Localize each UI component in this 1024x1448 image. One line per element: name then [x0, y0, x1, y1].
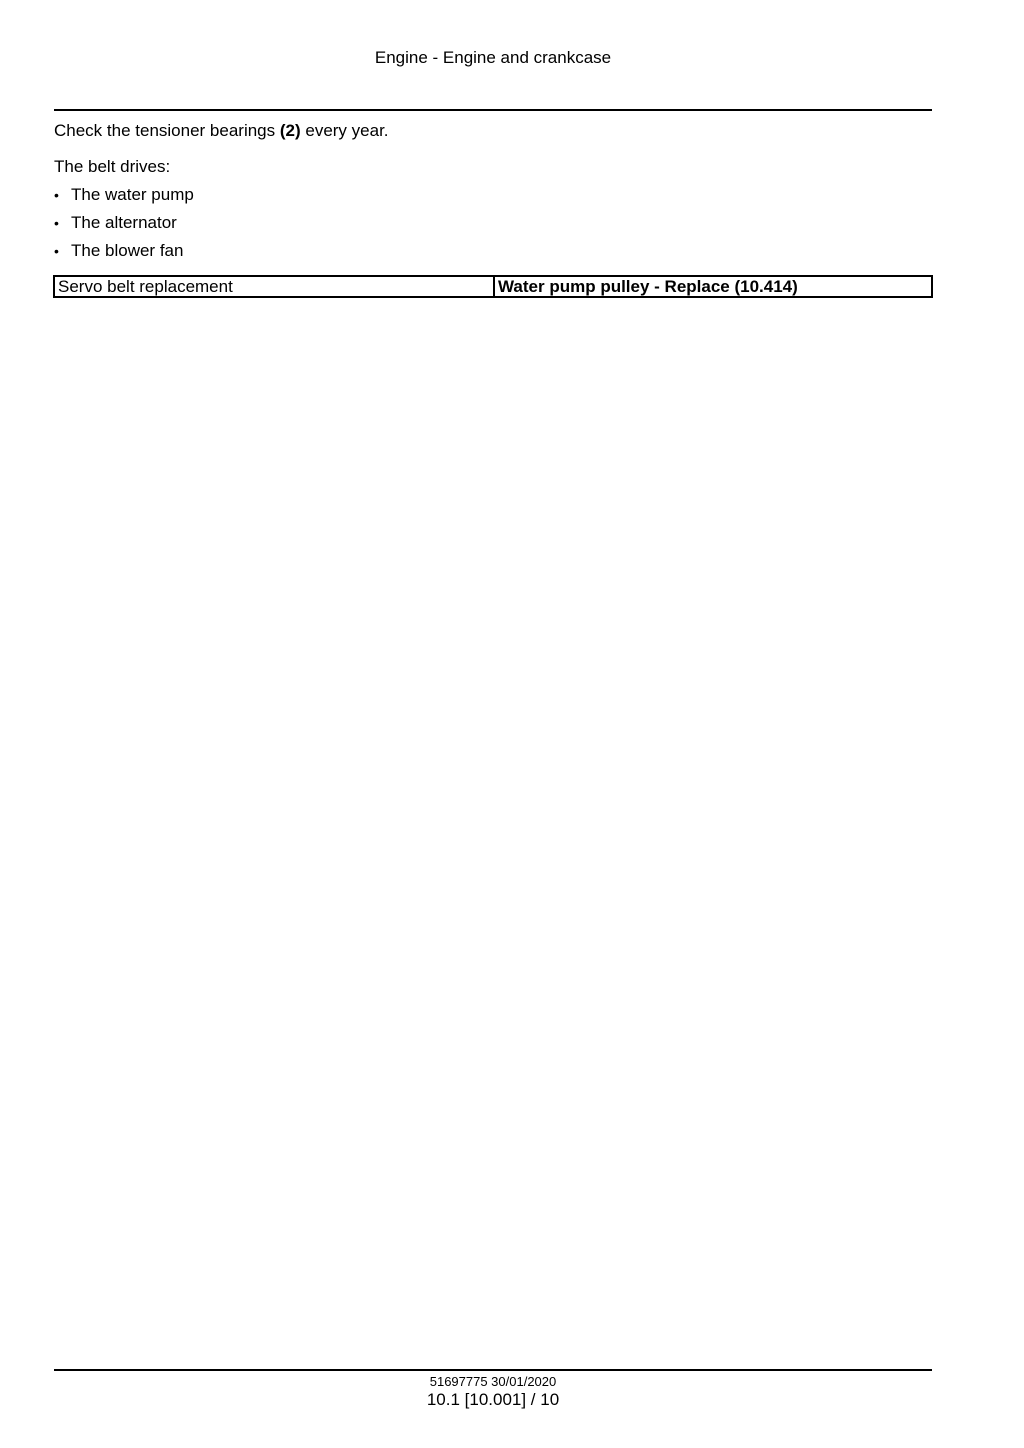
page-header-title: Engine - Engine and crankcase [374, 48, 612, 67]
list-item-text: The water pump [71, 185, 194, 204]
instruction-text-start: Check the tensioner bearings [54, 121, 280, 140]
reference-table [53, 275, 933, 298]
reference-link-cell[interactable]: Water pump pulley - Replace (10.414) [494, 276, 932, 297]
footer-page-number: 10.1 [10.001] / 10 [426, 1390, 560, 1409]
list-item [54, 185, 932, 213]
bullet-icon: • [54, 215, 59, 231]
page-content [54, 121, 932, 269]
list-item-text: The blower fan [71, 241, 184, 260]
footer-document-code: 51697775 30/01/2020 [429, 1374, 557, 1389]
reference-topic-cell: Servo belt replacement [54, 276, 494, 297]
bullet-icon: • [54, 187, 59, 203]
instruction-text-end: every year. [300, 121, 389, 140]
tensioner-instruction [54, 121, 932, 141]
table-row [54, 276, 932, 297]
list-item [54, 213, 932, 241]
bullet-icon: • [54, 243, 59, 259]
belt-drives-list [54, 185, 932, 269]
callout-reference: (2) [279, 121, 301, 140]
list-item [54, 241, 932, 269]
list-item-text: The alternator [71, 213, 177, 232]
belt-drives-heading: The belt drives: [54, 157, 171, 176]
header-divider [54, 109, 932, 111]
footer-divider [54, 1369, 932, 1371]
